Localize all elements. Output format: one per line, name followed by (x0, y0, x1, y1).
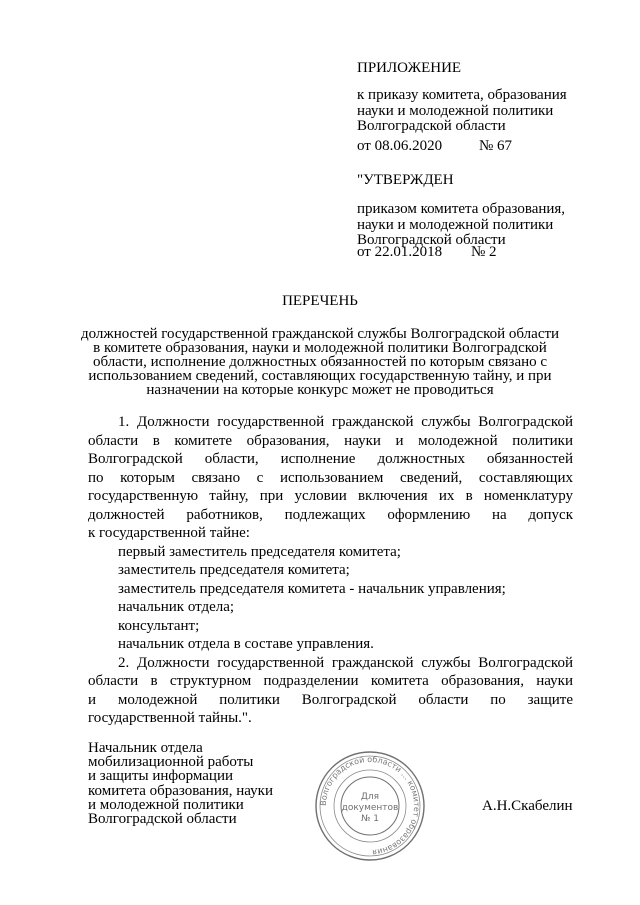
stamp-seal (313, 749, 427, 863)
clause-2 (88, 654, 573, 728)
signature-position-line: и защиты информации (88, 768, 233, 785)
document-subtitle (80, 327, 560, 397)
clause-1-line: по которым связано с использованием сведений, составляющих (88, 469, 573, 486)
approved-by-order-line: науки и молодежной политики (357, 217, 554, 233)
document-body (88, 413, 573, 728)
approved-heading: "УТВЕРЖДЕН (357, 172, 454, 188)
subtitle-line: назначении на которые конкурс может не проводиться (146, 382, 494, 398)
clause-2-line: государственной тайны.". (88, 710, 252, 726)
signature-position-line: комитета образования, науки (88, 782, 273, 799)
clause-1-line: к государственной тайне: (88, 525, 250, 541)
clause-1-line: 1. Должности государственной гражданской службы Волгоградской (118, 414, 573, 430)
subtitle-line: области, исполнение должностных обязанностей по которым связано с (92, 354, 548, 370)
list-item: начальник отдела в составе управления. (118, 636, 374, 652)
clause-2-line: области в структурном подразделении комитета образования, науки (88, 673, 573, 689)
appendix-to-order (357, 88, 567, 135)
list-item: первый заместитель председателя комитета; (118, 543, 401, 560)
clause-1 (88, 413, 573, 543)
appendix-to-order-line: науки и молодежной политики (357, 103, 554, 119)
subtitle-line: в комитете образования, науки и молодежной политики Волгоградской (93, 340, 547, 356)
appendix-date-row (357, 138, 513, 155)
approved-by-order-line: Волгоградской области (357, 233, 506, 248)
clause-1-line: государственную тайну, при условии включения их в номенклатуру (88, 488, 573, 504)
list-item: консультант; (118, 617, 200, 634)
signature-position-line: и молодежной политики (88, 796, 244, 813)
appendix-heading: ПРИЛОЖЕНИЕ (357, 60, 462, 76)
appendix-date: от 08.06.2020 (357, 138, 443, 154)
approved-date: от 22.01.2018 (357, 244, 443, 260)
stamp-center-line3: № 1 (361, 814, 379, 824)
positions-list (88, 543, 573, 654)
appendix-number: № 67 (479, 138, 513, 154)
clause-2-line: и молодежной политики Волгоградской области по защите (88, 691, 573, 708)
appendix-to-order-line: к приказу комитета, образования (357, 88, 567, 103)
signature-position (88, 741, 273, 826)
list-item: заместитель председателя комитета; (118, 562, 350, 578)
list-item: начальник отдела; (118, 599, 235, 615)
signature-position-line: Волгоградской области (88, 811, 237, 828)
approved-by-order (357, 202, 565, 249)
stamp-ring-text: Волгоградской области ... комитет образования (318, 754, 422, 857)
approved-date-row (357, 244, 497, 261)
clause-2-line: 2. Должности государственной гражданской службы Волгоградской (118, 654, 573, 671)
clause-1-line: должностей работников, подлежащих оформлению на допуск (88, 506, 573, 523)
clause-1-line: области в комитете образования, науки и молодежной политики (88, 432, 573, 449)
signer-name: А.Н.Скабелин (482, 798, 573, 814)
appendix-to-order-line: Волгоградской области (357, 119, 506, 134)
subtitle-line: использованием сведений, составляющих государственную тайну, и при (88, 368, 552, 384)
approved-number: № 2 (471, 244, 497, 260)
document-title: ПЕРЕЧЕНЬ (282, 293, 358, 309)
signature-position-line: Начальник отдела (88, 740, 203, 756)
stamp-center-line1: Для (360, 792, 380, 802)
approved-by-order-line: приказом комитета образования, (357, 202, 566, 217)
stamp-center-line2: документов (341, 803, 399, 813)
list-item: заместитель председателя комитета - начальник управления; (118, 580, 506, 597)
signature-position-line: мобилизационной работы (88, 754, 254, 771)
clause-1-line: Волгоградской области, исполнение должностных обязанностей (88, 451, 573, 467)
subtitle-line: должностей государственной гражданской службы Волгоградской области (80, 326, 560, 342)
